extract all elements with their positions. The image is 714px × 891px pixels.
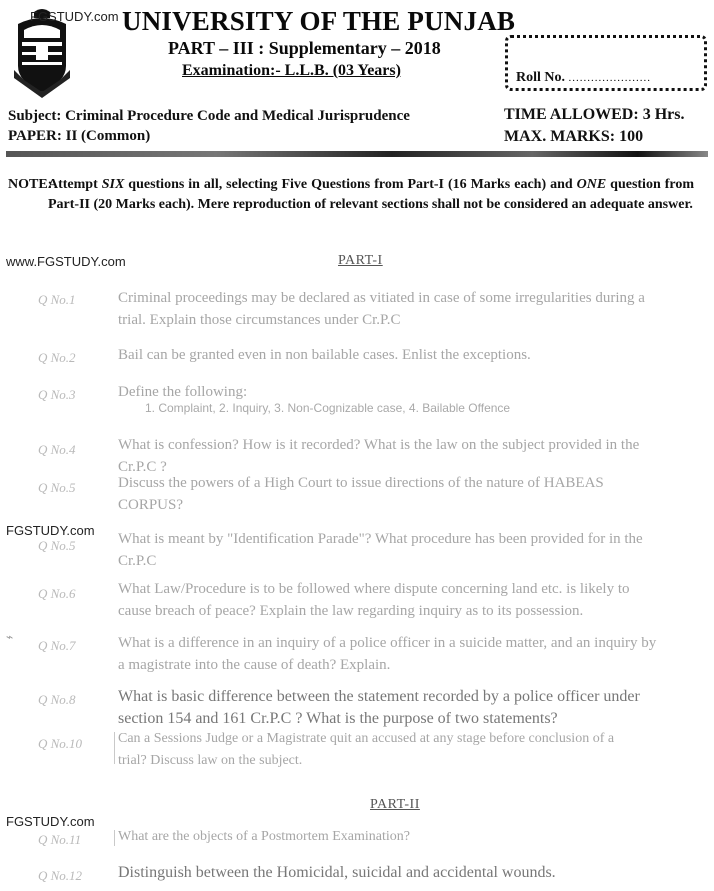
question-label: Q No.10 — [38, 736, 83, 751]
roll-number-blank[interactable]: ...................... — [568, 72, 651, 84]
subject-line: Subject: Criminal Procedure Code and Medical Jurisprudence — [8, 108, 410, 124]
roll-number-field — [516, 70, 651, 86]
watermark-top: FGSTUDY.com — [30, 9, 119, 24]
question-text: What Law/Procedure is to be followed where dispute concerning land etc. is likely to cause breach of peace? Explain the law regarding inquiry as to its possession. — [118, 581, 630, 619]
question-text: Discuss the powers of a High Court to issue directions of the nature of HABEAS CORPUS? — [118, 475, 604, 513]
university-title: UNIVERSITY OF THE PUNJAB — [122, 6, 516, 36]
instructions-note — [8, 175, 698, 215]
part-1-heading: PART-I — [338, 253, 383, 268]
paper-line: PAPER: II (Common) — [8, 128, 151, 144]
note-text: Attempt SIX questions in all, selecting Five Questions from Part-I (16 Marks each) and ONE question from Part-II (20 Marks each). Mere reproduction of relevant sections shall not be considered an adequate answer. — [48, 177, 694, 212]
question-label: Q No.5 — [38, 538, 76, 553]
roll-number-label: Roll No. — [516, 70, 565, 85]
question-label: Q No.8 — [38, 692, 76, 707]
question-label: Q No.3 — [38, 387, 76, 402]
note-label: NOTE: — [8, 177, 53, 192]
question-text: What is a difference in an inquiry of a police officer in a suicide matter, and an inquiry by a magistrate into the cause of death? Explain. — [118, 635, 657, 673]
watermark-www: www.FGSTUDY.com — [6, 254, 126, 269]
header-divider — [6, 151, 708, 157]
question-text: What is confession? How is it recorded? What is the law on the subject provided in the Cr.P.C ? — [118, 437, 640, 475]
part-2-heading: PART-II — [370, 797, 420, 812]
scan-mark: ⌁ — [6, 630, 14, 644]
question-label: Q No.12 — [38, 868, 83, 883]
exam-part-line: PART – III : Supplementary – 2018 — [168, 38, 441, 58]
question-subitems: 1. Complaint, 2. Inquiry, 3. Non-Cognizable case, 4. Bailable Offence — [145, 401, 511, 415]
question-text: What is meant by "Identification Parade"? What procedure has been provided for in the Cr.P.C — [118, 531, 643, 569]
max-marks: MAX. MARKS: 100 — [504, 128, 644, 145]
question-label: Q No.2 — [38, 350, 76, 365]
watermark-fgstudy-2: FGSTUDY.com — [6, 814, 95, 829]
question-label: Q No.7 — [38, 638, 76, 653]
watermark-fgstudy-1: FGSTUDY.com — [6, 523, 95, 538]
question-text: Can a Sessions Judge or a Magistrate quit an accused at any stage before conclusion of a trial? Discuss law on the subject. — [118, 731, 615, 768]
question-label: Q No.6 — [38, 586, 76, 601]
question-text: Bail can be granted even in non bailable cases. Enlist the exceptions. — [118, 347, 531, 363]
question-text: Distinguish between the Homicidal, suicidal and accidental wounds. — [118, 864, 556, 881]
examination-line: Examination:- L.L.B. (03 Years) — [182, 62, 401, 79]
margin-bar — [114, 830, 115, 846]
question-label: Q No.4 — [38, 442, 76, 457]
question-text: What are the objects of a Postmortem Examination? — [118, 829, 410, 844]
question-text: What is basic difference between the statement recorded by a police officer under section 154 and 161 Cr.P.C ? What is the purpose of two statements? — [118, 688, 640, 727]
question-label: Q No.5 — [38, 480, 76, 495]
time-allowed: TIME ALLOWED: 3 Hrs. — [504, 106, 685, 123]
question-label: Q No.11 — [38, 832, 82, 847]
roll-number-box[interactable] — [505, 35, 707, 91]
question-text: Criminal proceedings may be declared as vitiated in case of some irregularities during a trial. Explain those circumstances under Cr.P.C — [118, 290, 645, 328]
question-text: Define the following: — [118, 384, 248, 400]
question-label: Q No.1 — [38, 292, 76, 307]
margin-bar — [114, 732, 115, 764]
